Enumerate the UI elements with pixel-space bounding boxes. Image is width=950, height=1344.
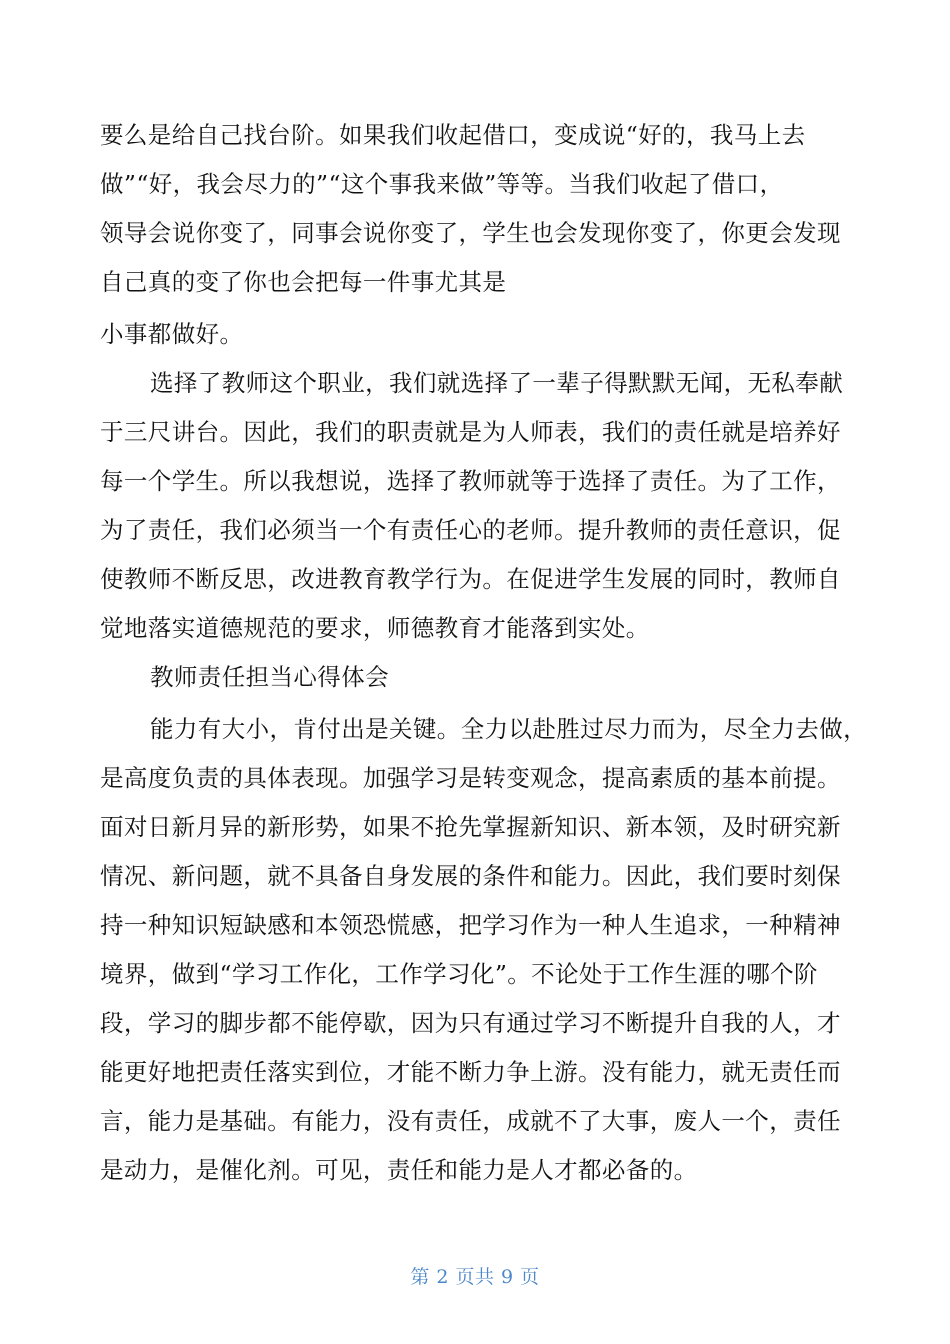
paragraph-line: 于三尺讲台。因此，我们的职责就是为人师表，我们的责任就是培养好: [100, 418, 841, 446]
paragraph-line: 觉地落实道德规范的要求，师德教育才能落到实处。: [100, 614, 650, 642]
paragraph-line: 能力有大小，肯付出是关键。全力以赴胜过尽力而为，尽全力去做，: [150, 715, 867, 743]
paragraph-line: 言，能力是基础。有能力，没有责任，成就不了大事，废人一个，责任: [100, 1107, 841, 1135]
paragraph-line: 为了责任，我们必须当一个有责任心的老师。提升教师的责任意识，促: [100, 516, 841, 544]
paragraph-line: 小事都做好。: [100, 320, 244, 348]
paragraph-line: 能更好地把责任落实到位，才能不断力争上游。没有能力，就无责任而: [100, 1058, 841, 1086]
page-number: 第 2 页共 9 页: [410, 1266, 540, 1288]
paragraph-line: 是高度负责的具体表现。加强学习是转变观念，提高素质的基本前提。: [100, 764, 841, 792]
paragraph-line: 是动力，是催化剂。可见，责任和能力是人才都必备的。: [100, 1156, 698, 1184]
paragraph-line: 自己真的变了你也会把每一件事尤其是: [100, 268, 507, 296]
paragraph-line: 选择了教师这个职业，我们就选择了一辈子得默默无闻，无私奉献: [150, 369, 844, 397]
paragraph-line: 做”“好，我会尽力的”“这个事我来做”等等。当我们收起了借口，: [100, 170, 784, 198]
paragraph-line: 使教师不断反思，改进教育教学行为。在促进学生发展的同时，教师自: [100, 565, 841, 593]
paragraph-line: 领导会说你变了，同事会说你变了，学生也会发现你变了，你更会发现: [100, 219, 841, 247]
paragraph-line: 情况、新问题，就不具备自身发展的条件和能力。因此，我们要时刻保: [100, 862, 841, 890]
paragraph-line: 段，学习的脚步都不能停歇，因为只有通过学习不断提升自我的人，才: [100, 1009, 841, 1037]
section-heading: 教师责任担当心得体会: [150, 663, 389, 691]
paragraph-line: 境界，做到“学习工作化，工作学习化”。不论处于工作生涯的哪个阶: [100, 960, 818, 988]
paragraph-line: 持一种知识短缺感和本领恐慌感，把学习作为一种人生追求，一种精神: [100, 911, 841, 939]
paragraph-line: 每一个学生。所以我想说，选择了教师就等于选择了责任。为了工作，: [100, 467, 841, 495]
paragraph-line: 要么是给自己找台阶。如果我们收起借口，变成说“好的，我马上去: [100, 121, 806, 149]
paragraph-line: 面对日新月异的新形势，如果不抢先掌握新知识、新本领，及时研究新: [100, 813, 841, 841]
